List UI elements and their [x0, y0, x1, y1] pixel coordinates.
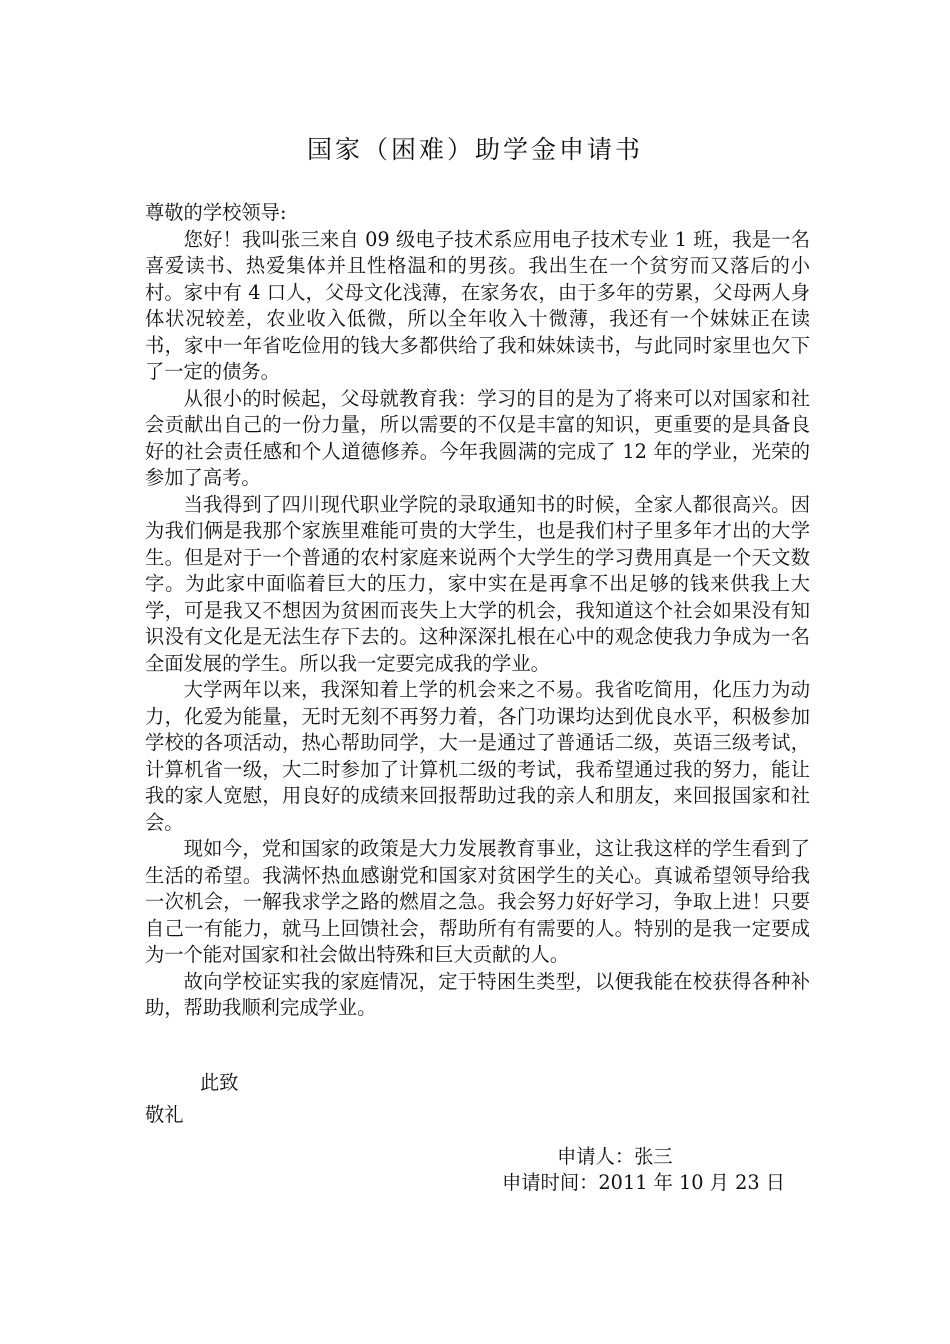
applicant-signature: 申请人：张三	[557, 1145, 673, 1168]
document-title: 国家（困难）助学金申请书	[306, 135, 643, 164]
paragraph-greeting-background: 您好！我叫张三来自 09 级电子技术系应用电子技术专业 1 班，我是一名喜爱读书、热爱集体并且性格温和的男孩。我出生在一个贫穷而又落后的小村。家中有 4 口人，父母文化浅薄，在家务农，由于多年的劳累，父母两人身体状况较差，农业收入低微，所以全年收入十微薄，我还有一个妹妹正在读书，家中一年省吃俭用的钱大多都供给了我和妹妹读书，与此同时家里也欠下了一定的债务。	[145, 227, 810, 383]
paragraph-request: 故向学校证实我的家庭情况，定于特困生类型，以便我能在校获得各种补助，帮助我顺利完成学业。	[145, 969, 810, 1019]
letter-body	[145, 200, 810, 1022]
paragraph-university-years: 大学两年以来，我深知着上学的机会来之不易。我省吃简用，化压力为动力，化爱为能量，无时无刻不再努力着，各门功课均达到优良水平，积极参加学校的各项活动，热心帮助同学，大一是通过了普通话二级，英语三级考试，计算机省一级，大二时参加了计算机二级的考试，我希望通过我的努力，能让我的家人宽慰，用良好的成绩来回报帮助过我的亲人和朋友，来回报国家和社会。	[145, 678, 810, 834]
paragraph-policy-hope: 现如今，党和国家的政策是大力发展教育事业，这让我这样的学生看到了生活的希望。我满怀热血感谢党和国家对贫困学生的关心。真诚希望领导给我一次机会，一解我求学之路的燃眉之急。我会努力好好学习，争取上进！只要自己一有能力，就马上回馈社会，帮助所有有需要的人。特别的是我一定要成为一个能对国家和社会做出特殊和巨大贡献的人。	[145, 837, 810, 966]
closing-line-1: 此致	[200, 1071, 239, 1094]
paragraph-parents-education: 从很小的时候起，父母就教育我：学习的目的是为了将来可以对国家和社会贡献出自己的一份力量，所以需要的不仅是丰富的知识，更重要的是具备良好的社会责任感和个人道德修养。今年我圆满的完成了 12 年的学业，光荣的参加了高考。	[145, 386, 810, 489]
paragraph-admission: 当我得到了四川现代职业学院的录取通知书的时候，全家人都很高兴。因为我们俩是我那个家族里难能可贵的大学生，也是我们村子里多年才出的大学生。但是对于一个普通的农村家庭来说两个大学生的学习费用真是一个天文数字。为此家中面临着巨大的压力，家中实在是再拿不出足够的钱来供我上大学，可是我又不想因为贫困而丧失上大学的机会，我知道这个社会如果没有知识没有文化是无法生存下去的。这种深深扎根在心中的观念使我力争成为一名全面发展的学生。所以我一定要完成我的学业。	[145, 492, 810, 675]
application-date: 申请时间：2011 年 10 月 23 日	[502, 1171, 786, 1194]
closing-line-2: 敬礼	[145, 1103, 184, 1126]
salutation: 尊敬的学校领导:	[145, 201, 287, 224]
